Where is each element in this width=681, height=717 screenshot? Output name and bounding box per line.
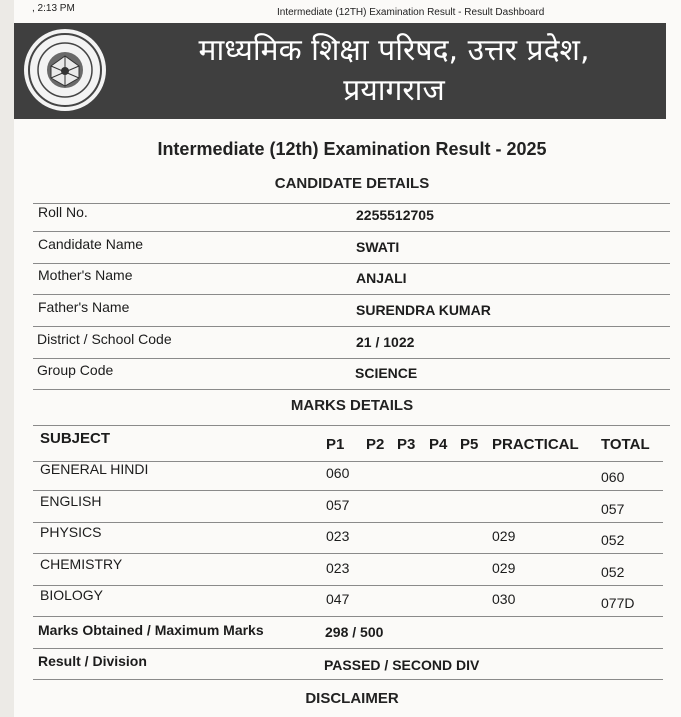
subject-row (0, 461, 681, 492)
candidate-field-label: Roll No. (38, 204, 88, 220)
candidate-field-value: 21 / 1022 (356, 334, 415, 350)
candidate-field-label: Group Code (37, 362, 114, 378)
board-banner (14, 23, 666, 119)
marks-column-header: P4 (429, 436, 448, 453)
subject-p1-marks: 047 (326, 591, 350, 607)
candidate-row (0, 236, 681, 266)
marks-column-header: P5 (460, 436, 479, 453)
divider (33, 553, 663, 554)
marks-column-header: P1 (326, 436, 345, 453)
marks-column-header: SUBJECT (40, 430, 111, 447)
candidate-field-label: District / School Code (37, 331, 172, 347)
candidate-field-value: ANJALI (356, 270, 407, 286)
candidate-field-value: 2255512705 (356, 207, 434, 223)
subject-total-marks: 060 (601, 469, 625, 485)
subject-p1-marks: 023 (326, 560, 350, 576)
candidate-field-label: Candidate Name (38, 236, 144, 252)
candidate-row (0, 267, 681, 297)
subject-p1-marks: 057 (326, 497, 350, 513)
divider (33, 231, 670, 232)
print-header (0, 0, 681, 20)
divider (33, 522, 663, 523)
candidate-row (0, 204, 681, 234)
subject-total-marks: 052 (601, 532, 625, 548)
candidate-details-heading: CANDIDATE DETAILS (274, 175, 430, 192)
up-board-emblem-icon (24, 29, 106, 111)
divider (33, 263, 670, 264)
summary-value: PASSED / SECOND DIV (324, 657, 480, 673)
subject-name: GENERAL HINDI (40, 461, 149, 477)
divider (33, 616, 663, 617)
subject-row (0, 524, 681, 555)
subject-name: ENGLISH (40, 493, 102, 509)
candidate-row (0, 362, 681, 392)
print-title: Intermediate (12TH) Examination Result - Result Dashboard (277, 7, 545, 18)
disclaimer-heading: DISCLAIMER (305, 690, 399, 707)
board-name (134, 31, 654, 111)
divider (33, 490, 663, 491)
marks-header-row (0, 428, 681, 456)
summary-label: Marks Obtained / Maximum Marks (38, 622, 264, 638)
marks-column-header: P2 (366, 436, 385, 453)
subject-total-marks: 057 (601, 501, 625, 517)
board-name-line2: प्रयागराज (343, 73, 445, 108)
divider (33, 648, 663, 649)
subject-name: PHYSICS (40, 524, 102, 540)
divider (33, 294, 670, 295)
subject-total-marks: 077D (601, 595, 635, 611)
subject-row (0, 587, 681, 618)
summary-row (0, 650, 681, 680)
divider (33, 389, 670, 390)
board-name-line1: माध्यमिक शिक्षा परिषद, उत्तर प्रदेश, (198, 33, 590, 68)
divider (33, 585, 663, 586)
candidate-row (0, 331, 681, 361)
subject-row (0, 493, 681, 524)
divider (33, 358, 670, 359)
subject-row (0, 556, 681, 587)
subject-practical-marks: 029 (492, 560, 516, 576)
candidate-field-label: Father's Name (38, 299, 130, 315)
candidate-field-value: SWATI (356, 239, 400, 255)
subject-p1-marks: 023 (326, 528, 350, 544)
summary-value: 298 / 500 (325, 624, 384, 640)
divider (33, 326, 670, 327)
summary-label: Result / Division (38, 653, 147, 669)
subject-practical-marks: 030 (492, 591, 516, 607)
candidate-field-label: Mother's Name (38, 267, 133, 283)
subject-practical-marks: 029 (492, 528, 516, 544)
marks-column-header: PRACTICAL (492, 436, 579, 453)
subject-name: BIOLOGY (40, 587, 104, 603)
marks-details-heading: MARKS DETAILS (290, 397, 414, 414)
subject-name: CHEMISTRY (40, 556, 123, 572)
marks-column-header: TOTAL (601, 436, 650, 453)
summary-row (0, 619, 681, 649)
divider (33, 679, 663, 680)
subject-total-marks: 052 (601, 564, 625, 580)
candidate-field-value: SCIENCE (355, 365, 418, 381)
marks-column-header: P3 (397, 436, 416, 453)
exam-title: Intermediate (12th) Examination Result - 2025 (157, 139, 547, 159)
print-time: , 2:13 PM (32, 3, 75, 14)
divider (33, 425, 670, 426)
candidate-row (0, 299, 681, 329)
candidate-field-value: SURENDRA KUMAR (356, 302, 491, 318)
subject-p1-marks: 060 (326, 465, 350, 481)
